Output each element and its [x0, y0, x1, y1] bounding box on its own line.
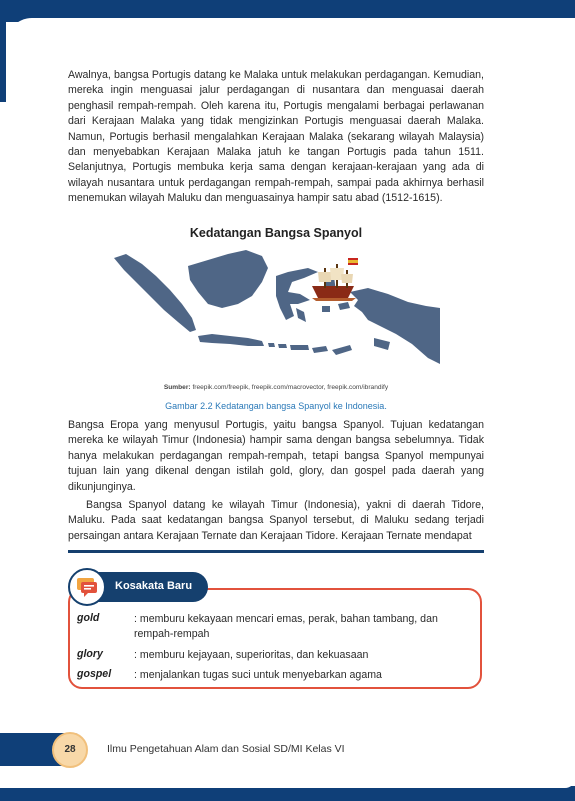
source-text: freepik.com/freepik, freepik.com/macrovector, freepik.com/ibrandify [190, 384, 389, 391]
figure-caption: Gambar 2.2 Kedatangan bangsa Spanyol ke Indonesia. [165, 401, 387, 411]
speech-bubble-icon [75, 575, 99, 599]
vocab-term-gospel: gospel [77, 668, 112, 680]
source-label: Sumber: [163, 384, 191, 391]
body-paragraph-3: Bangsa Spanyol datang ke wilayah Timur (Indonesia), yakni di daerah Tidore, Maluku. Pada saat kedatangan bangsa Spanyol tersebut, di Maluku sedang terjadi persaingan antara Kerajaan Ternate dan Kerajaan Tidore. Kerajaan Ternate mendapat [68, 499, 484, 542]
vocab-definition-glory: : memburu kejayaan, superioritas, dan kekuasaan [134, 649, 369, 661]
vocab-definition-gold: : memburu kekayaan mencari emas, perak, bahan tambang, dan rempah-rempah [134, 613, 438, 640]
figure-title: Kedatangan Bangsa Spanyol [189, 226, 363, 240]
vocab-term-glory: glory [77, 648, 103, 660]
bottom-edge-sheet [0, 778, 575, 788]
bottom-edge-band [0, 786, 575, 801]
galleon-ship-icon [312, 258, 358, 301]
section-divider [68, 550, 484, 553]
vocab-definition-gospel: : menjalankan tugas suci untuk menyebarkan agama [134, 669, 382, 681]
footer-book-title: Ilmu Pengetahuan Alam dan Sosial SD/MI Kelas VI [107, 743, 345, 755]
figure-source [68, 384, 484, 391]
vocab-icon-badge [68, 568, 106, 606]
page-number: 28 [52, 732, 88, 768]
vocab-term-gold: gold [77, 612, 100, 624]
body-paragraph-1: Awalnya, bangsa Portugis datang ke Malaka untuk melakukan perdagangan. Kemudian, mereka ingin menguasai jalur perdagangan di nusantara dan menguasai daerah penghasil rempah-rempah. Oleh karena itu, Portugis mengalami berbagai perlawanan dari Kerajaan Malaka yang tidak mengizinkan Portugis menguasai daerah Malaka. Namun, Portugis berhasil mengalahkan Kerajaan Malaka (sekarang wilayah Malaysia) dan menyebabkan Kerajaan Malaka jatuh ke tangan Portugis pada tahun 1511. Selanjutnya, Portugis membuka kerja sama dengan kerajaan-kerajaan yang ada di wilayah nusantara untuk perdagangan rempah-rempah, sampai pada akhirnya berhasil menemukan wilayah Maluku dan menguasainya hampir satu abad (1512-1615). [68, 69, 484, 205]
vocab-heading: Kosakata Baru [115, 580, 193, 592]
indonesia-map-figure [112, 246, 442, 376]
indonesia-map-icon [112, 246, 442, 376]
body-paragraph-2: Bangsa Eropa yang menyusul Portugis, yaitu bangsa Spanyol. Tujuan kedatangan mereka ke wilayah Timur (Indonesia) hampir sama dengan bangsa sebelumnya. Tidak hanya melakukan perdagangan rempah-rempah, tetapi bangsa Spanyol mempunyai tujuan lain yang dikenal dengan istilah gold, glory, dan gospel pada daerah yang dikunjunginya. [68, 419, 484, 493]
